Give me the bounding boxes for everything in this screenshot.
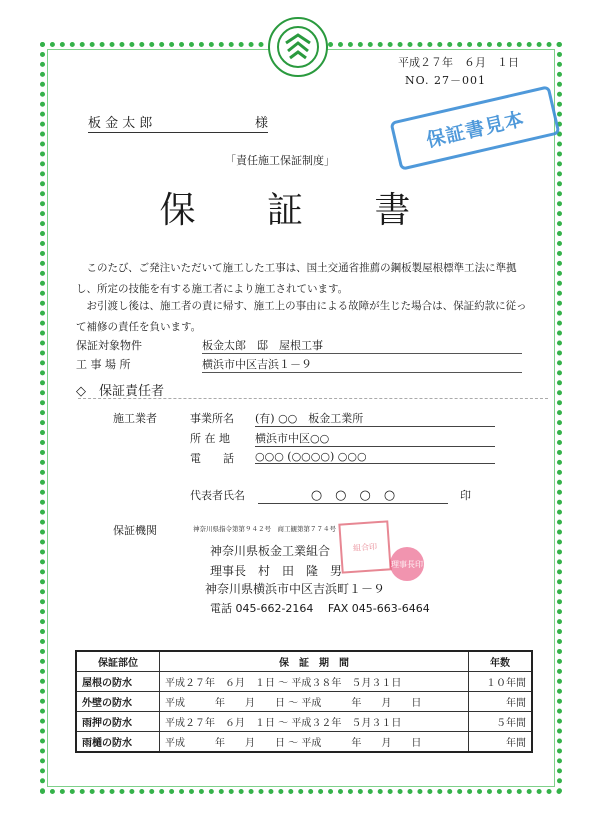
responsible-heading: ◇ 保証責任者 — [76, 384, 164, 399]
office-name-value: (有) ○○ 板金工業所 — [255, 410, 495, 427]
body-paragraph-2: お引渡し後は、施工者の責に帰す、施工上の事由による故障が生じた場合は、保証約款に従って補修の責任を負います。 — [76, 300, 527, 333]
row-part: 雨押の防水 — [76, 712, 160, 732]
section-divider — [78, 398, 548, 399]
guarantor-contact: 電話 045-662-2164 FAX 045-663-6464 — [210, 602, 430, 615]
address-value: 横浜市中区○○ — [255, 430, 495, 447]
header-years: 年数 — [469, 651, 533, 672]
table-row — [76, 672, 532, 692]
body-paragraph-1: このたび、ご発注いただいて施工した工事は、国土交通省推薦の鋼板製屋根標準工法に準拠し、所定の技能を有する施工者により施工されています。 — [76, 262, 517, 295]
office-name-label: 事業所名 — [190, 412, 234, 425]
header-part: 保証部位 — [76, 651, 160, 672]
table-header-row — [76, 651, 532, 672]
association-emblem-icon — [268, 17, 328, 77]
row-years: 年間 — [469, 692, 533, 712]
site-label: 工 事 場 所 — [76, 358, 131, 371]
association-stamp: 組合印 — [338, 520, 391, 573]
table-row — [76, 712, 532, 732]
certificate-number: NO. 27－001 — [405, 74, 486, 87]
recipient — [88, 112, 268, 133]
row-period: 平成 年 月 日 ～ 平成 年 月 日 — [160, 732, 469, 753]
row-period: 平成２７年 ６月 １日 ～ 平成３８年 ５月３１日 — [160, 672, 469, 692]
table-row — [76, 692, 532, 712]
site-value: 横浜市中区吉浜１－９ — [202, 356, 522, 373]
representative-value: ○ ○ ○ ○ — [258, 484, 448, 504]
guarantor-org: 神奈川県板金工業組合 — [210, 544, 331, 558]
row-part: 雨樋の防水 — [76, 732, 160, 753]
property-label: 保証対象物件 — [76, 339, 142, 352]
guarantor-label: 保証機関 — [113, 524, 157, 537]
permit-number: 神奈川県指令第第９４２号 商工観第第７７４号 — [193, 525, 336, 533]
property-value: 板金太郎 邸 屋根工事 — [202, 337, 522, 354]
sample-stamp: 保証書見本 — [389, 85, 560, 171]
row-part: 外壁の防水 — [76, 692, 160, 712]
guarantor-chair: 理事長 村 田 隆 男 — [210, 564, 343, 578]
row-years: 年間 — [469, 732, 533, 753]
address-label: 所 在 地 — [190, 432, 230, 445]
header-period: 保 証 期 間 — [160, 651, 469, 672]
row-period: 平成２７年 ６月 １日 ～ 平成３２年 ５月３１日 — [160, 712, 469, 732]
page-title: 保 証 書 — [159, 190, 441, 231]
chairman-seal: 理事長印 — [390, 547, 424, 581]
issue-date: 平成２７年 ６月 １日 — [398, 56, 519, 69]
row-years: ５年間 — [469, 712, 533, 732]
seal-mark: 印 — [460, 489, 471, 502]
recipient-name: 板 金 太 郎 — [88, 116, 153, 131]
warranty-table — [75, 650, 533, 753]
row-part: 屋根の防水 — [76, 672, 160, 692]
contractor-role: 施工業者 — [113, 412, 157, 425]
row-years: １０年間 — [469, 672, 533, 692]
representative-label: 代表者氏名 — [190, 489, 245, 502]
guarantor-address: 神奈川県横浜市中区吉浜町１－９ — [205, 582, 386, 596]
system-label: 「責任施工保証制度」 — [225, 154, 335, 167]
recipient-honorific: 様 — [254, 116, 268, 131]
phone-label: 電 話 — [190, 452, 234, 465]
table-row — [76, 732, 532, 753]
row-period: 平成 年 月 日 ～ 平成 年 月 日 — [160, 692, 469, 712]
phone-value: ○○○ (○○○○) ○○○ — [255, 450, 495, 464]
